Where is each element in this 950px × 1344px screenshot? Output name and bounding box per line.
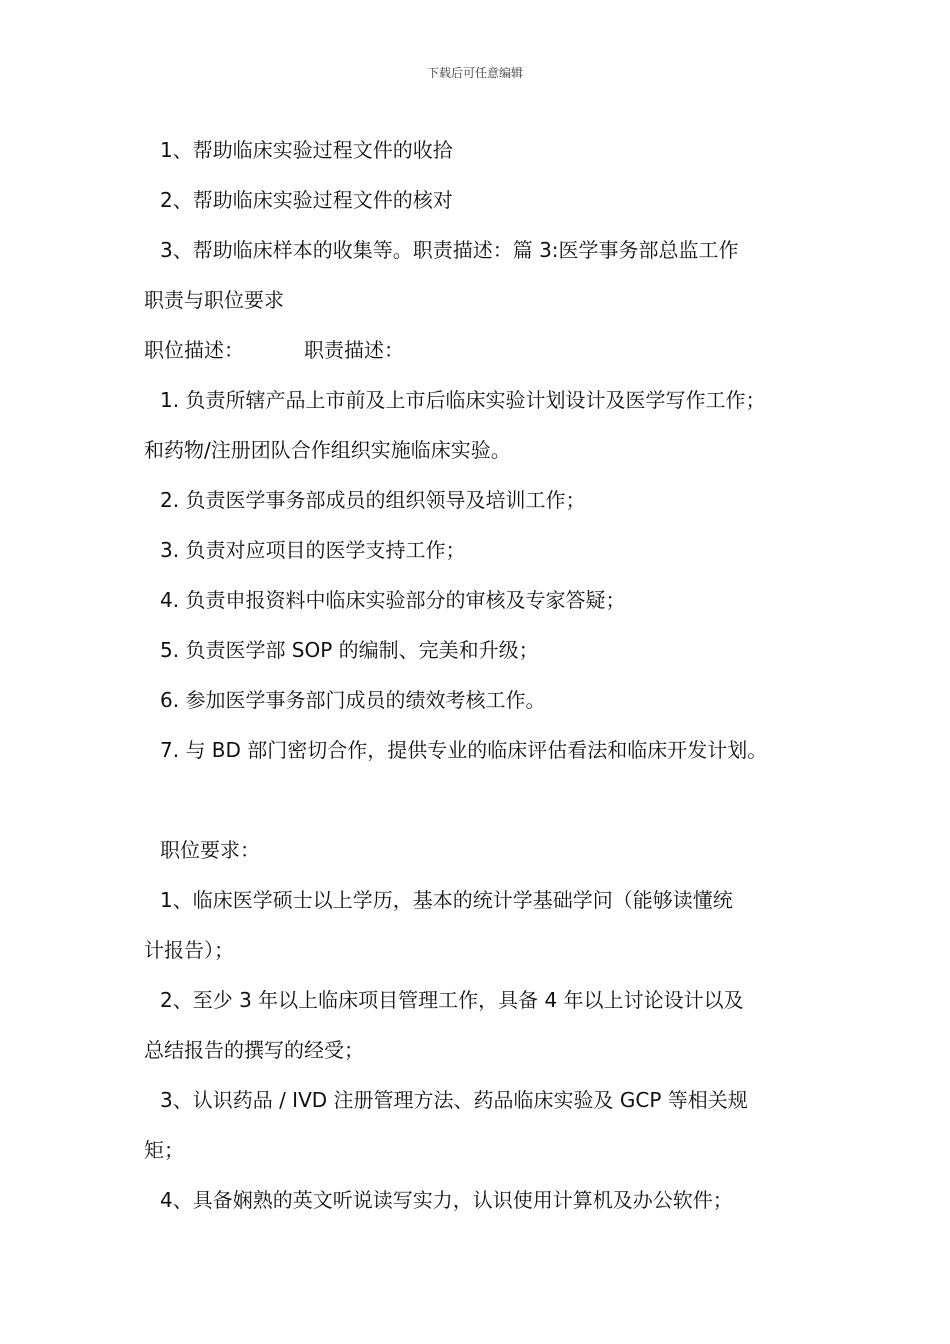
blank-line bbox=[144, 780, 834, 830]
paragraph-line: 3、帮助临床样本的收集等。职责描述：篇 3:医学事务部总监工作 bbox=[160, 238, 739, 262]
document-body bbox=[144, 130, 834, 1230]
list-item: 7. 与 BD 部门密切合作，提供专业的临床评估看法和临床开发计划。 bbox=[160, 738, 768, 762]
list-item: 2. 负责医学事务部成员的组织领导及培训工作； bbox=[160, 488, 586, 512]
list-item: 5. 负责医学部 SOP 的编制、完美和升级； bbox=[160, 638, 539, 662]
paragraph-line: 2、帮助临床实验过程文件的核对 bbox=[160, 188, 453, 212]
list-item: 3、认识药品 / IVD 注册管理方法、药品临床实验及 GCP 等相关规 bbox=[160, 1088, 748, 1112]
paragraph-line: 1、帮助临床实验过程文件的收拾 bbox=[160, 138, 453, 162]
section-heading: 职责描述： bbox=[304, 338, 404, 362]
section-heading: 职位描述： bbox=[144, 338, 244, 362]
section-heading-row bbox=[144, 330, 834, 380]
list-item-continuation: 总结报告的撰写的经受； bbox=[144, 1038, 364, 1062]
list-item: 6. 参加医学事务部门成员的绩效考核工作。 bbox=[160, 688, 546, 712]
page-header: 下载后可任意编辑 bbox=[426, 66, 523, 80]
list-item-continuation: 矩； bbox=[144, 1138, 184, 1162]
list-item-continuation: 计报告）； bbox=[144, 938, 234, 962]
paragraph-line: 职责与职位要求 bbox=[144, 288, 284, 312]
list-item: 3. 负责对应项目的医学支持工作； bbox=[160, 538, 466, 562]
list-item: 4. 负责申报资料中临床实验部分的审核及专家答疑； bbox=[160, 588, 626, 612]
list-item-continuation: 和药物/注册团队合作组织实施临床实验。 bbox=[144, 438, 511, 462]
list-item: 4、具备娴熟的英文听说读写实力，认识使用计算机及办公软件； bbox=[160, 1188, 733, 1212]
list-item: 1、临床医学硕士以上学历，基本的统计学基础学问（能够读懂统 bbox=[160, 888, 733, 912]
list-item: 2、至少 3 年以上临床项目管理工作，具备 4 年以上讨论设计以及 bbox=[160, 988, 744, 1012]
section-heading: 职位要求： bbox=[160, 838, 260, 862]
list-item: 1. 负责所辖产品上市前及上市后临床实验计划设计及医学写作工作； bbox=[160, 388, 766, 412]
